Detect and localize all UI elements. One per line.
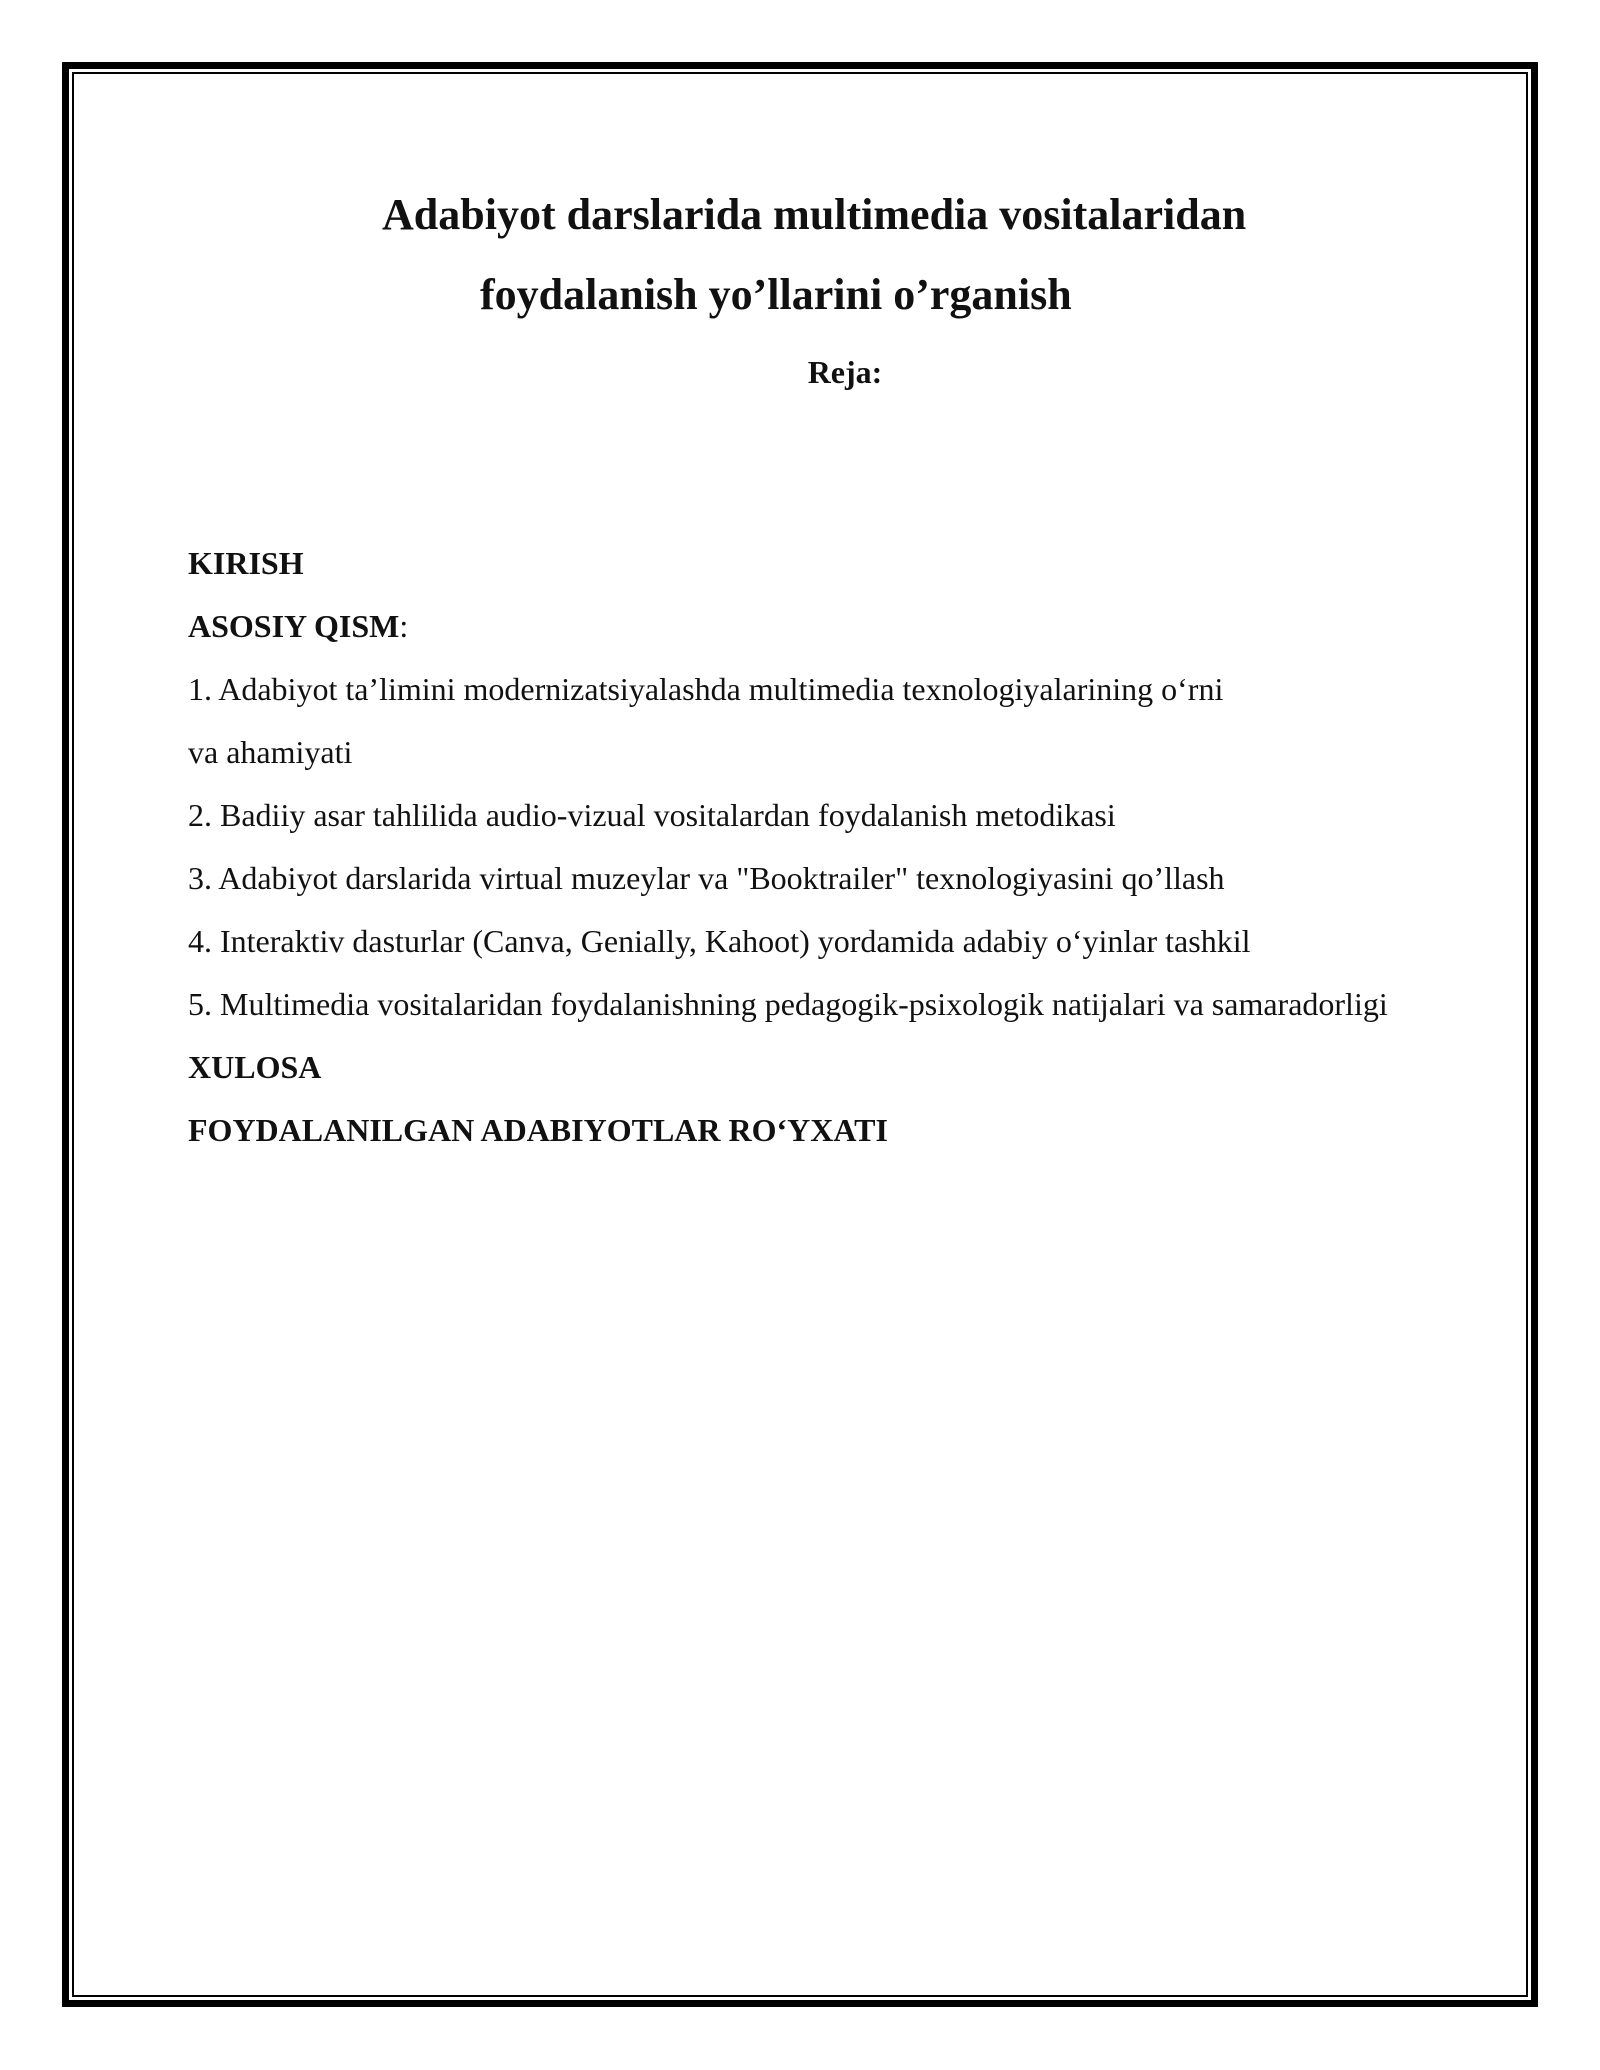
plan-list [188,532,1404,1162]
plan-item-1-continued: va ahamiyati [188,734,353,770]
plan-item-2: 2. Badiiy asar tahlilida audio-vizual vositalardan foydalanish metodikasi [188,797,1116,833]
document-title-line-2: foydalanish yo’llarini o’rganish [480,270,1072,319]
plan-intro: KIRISH [188,545,304,581]
plan-references: FOYDALANILGAN ADABIYOTLAR RO‘YXATI [188,1112,888,1148]
plan-item-4: 4. Interaktiv dasturlar (Canva, Genially, Kahoot) yordamida adabiy o‘yinlar tashkil [188,923,1251,959]
plan-item-3: 3. Adabiyot darslarida virtual muzeylar va "Booktrailer" texnologiyasini qo’llash [188,860,1225,896]
plan-item-5: 5. Multimedia vositalaridan foydalanishning pedagogik-psixologik natijalari va samaradorligi [188,986,1388,1022]
plan-main-part [188,595,1404,658]
plan-main-part-label: ASOSIY QISM [188,608,400,644]
document-title-line-1: Adabiyot darslarida multimedia vositalaridan [382,190,1247,239]
plan-main-part-colon: : [399,608,409,644]
plan-heading: Reja: [807,354,883,390]
plan-conclusion: XULOSA [188,1049,322,1085]
plan-item-1: 1. Adabiyot ta’limini modernizatsiyalashda multimedia texnologiyalarining o‘rni [188,671,1224,707]
